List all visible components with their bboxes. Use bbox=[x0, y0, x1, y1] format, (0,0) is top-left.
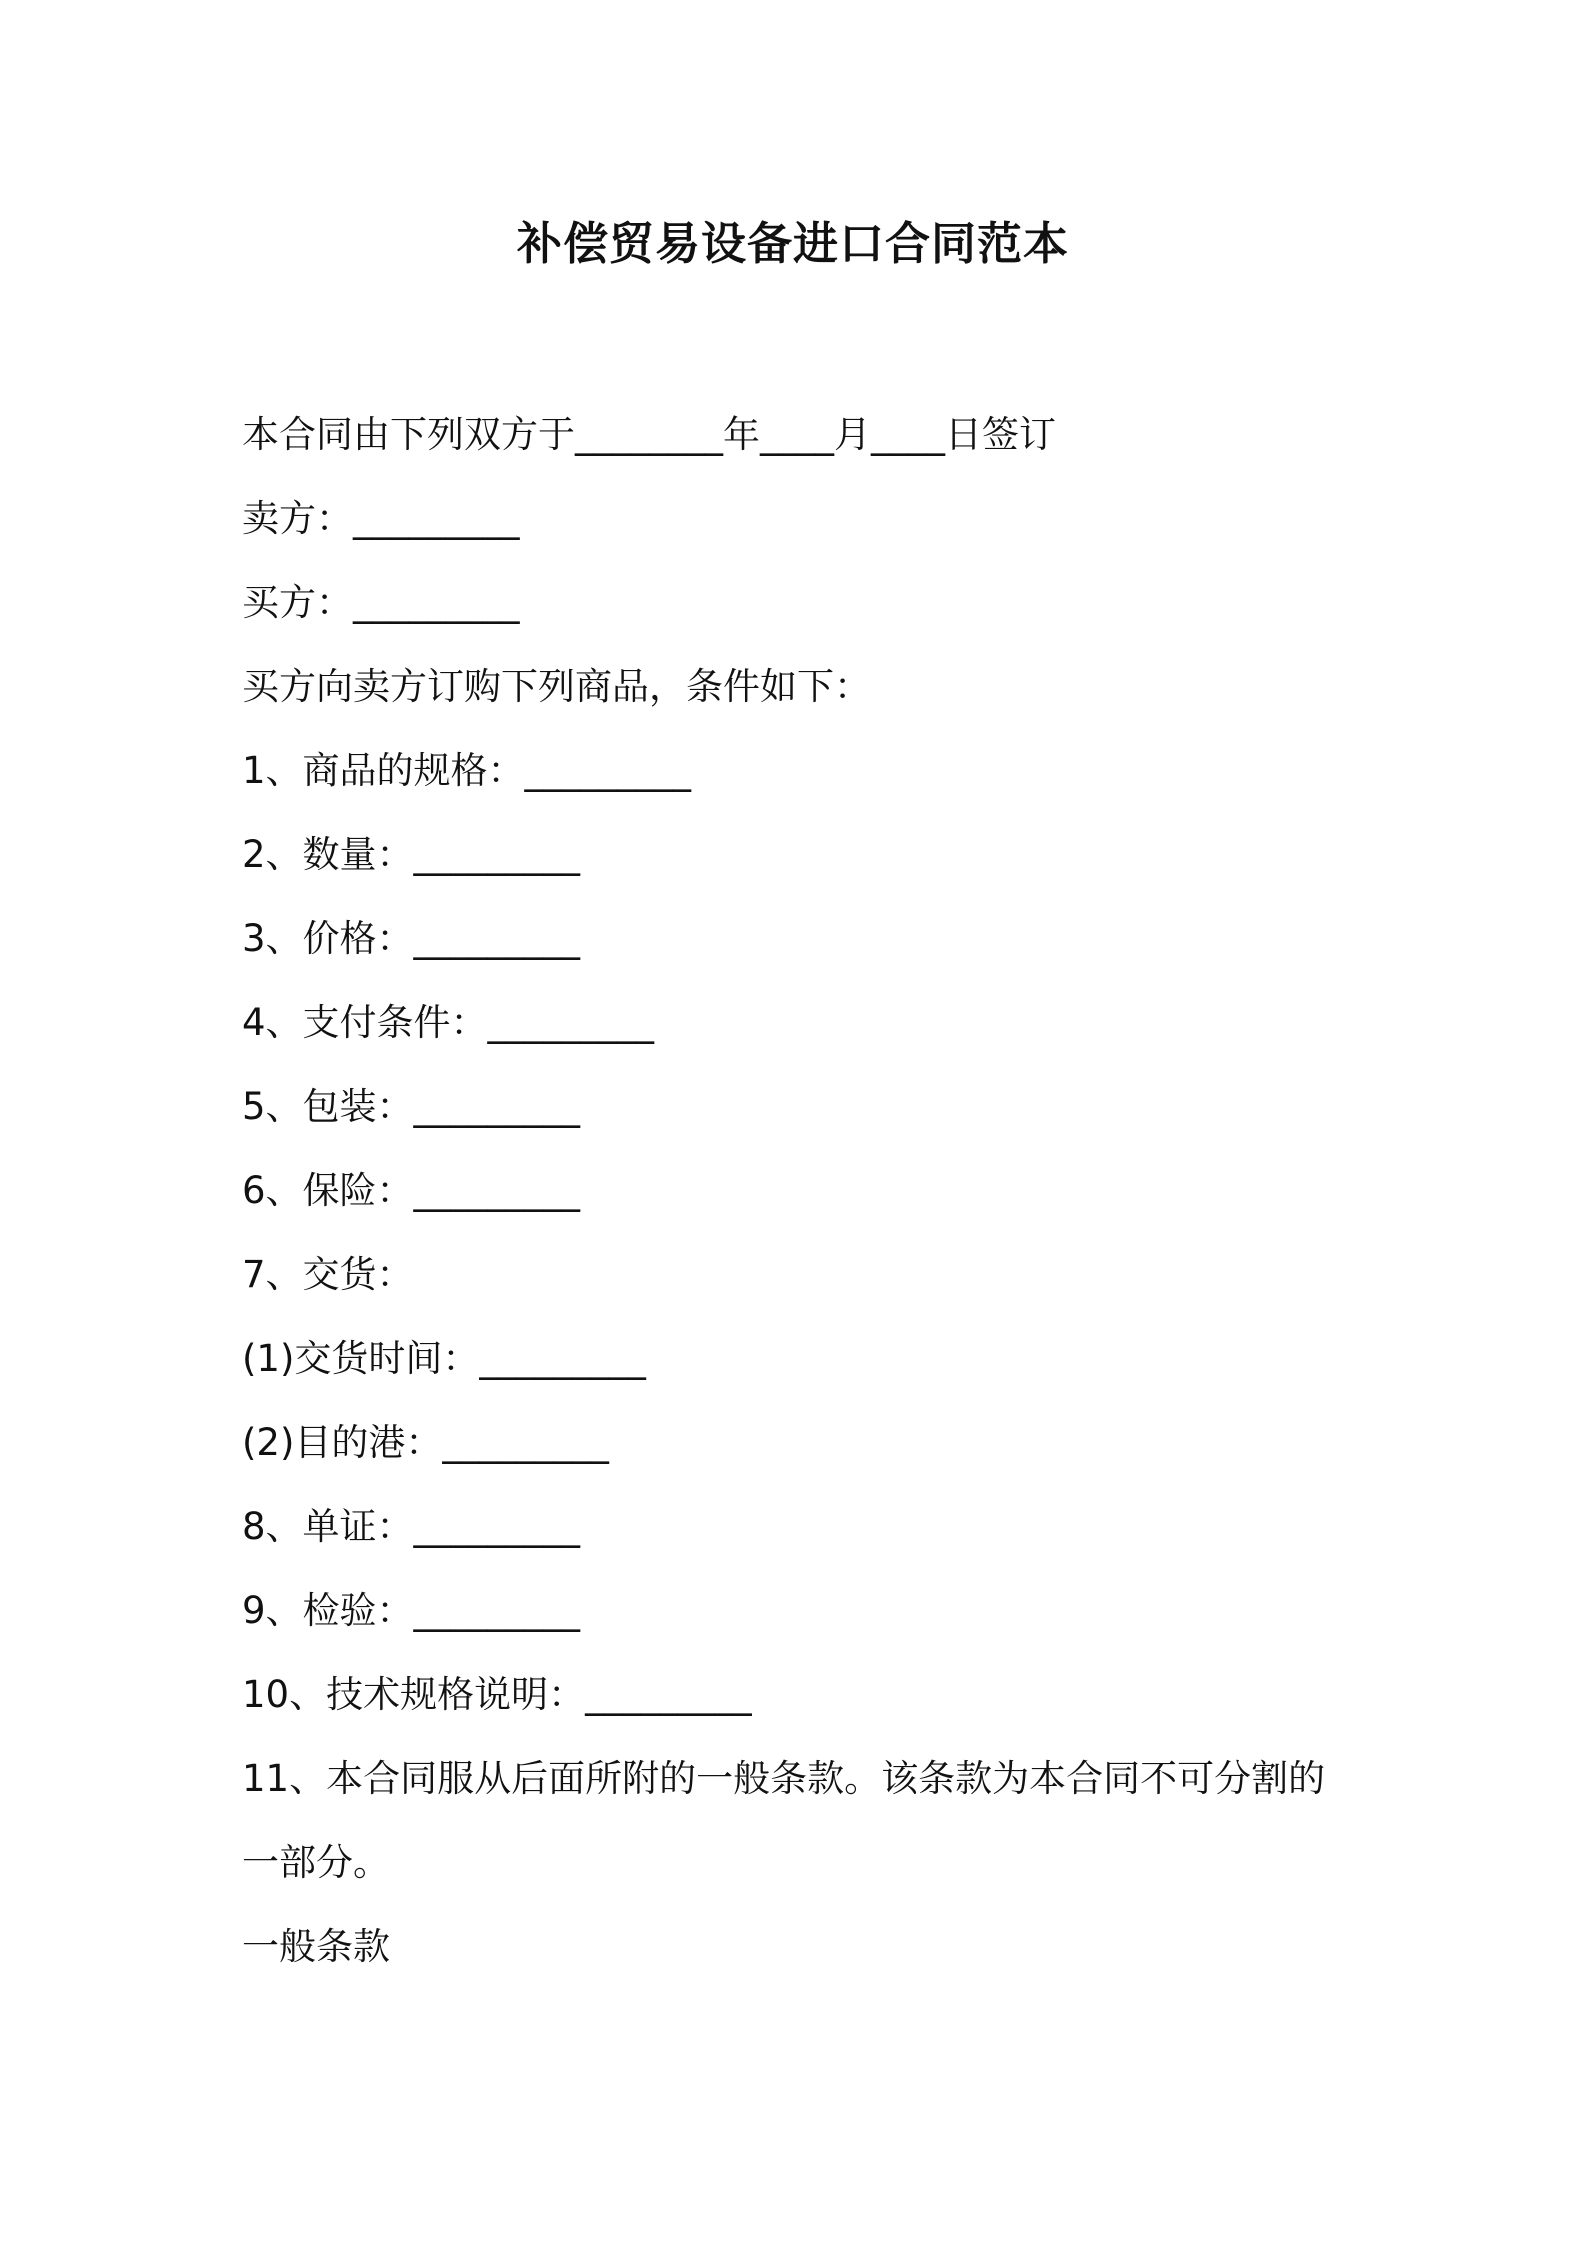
clause-insurance: 6、保险：_________ bbox=[242, 1169, 581, 1212]
clause-technical-specs: 10、技术规格说明：_________ bbox=[242, 1673, 752, 1716]
clause-price: 3、价格：_________ bbox=[242, 917, 581, 960]
signing-date-line: 本合同由下列双方于________年____月____日签订 bbox=[242, 413, 1056, 456]
clause-inspection: 9、检验：_________ bbox=[242, 1589, 581, 1632]
clause-delivery: 7、交货： bbox=[242, 1253, 414, 1296]
order-intro-line: 买方向卖方订购下列商品，条件如下： bbox=[242, 665, 871, 708]
clause-documents: 8、单证：_________ bbox=[242, 1505, 581, 1548]
clause-general-terms-reference: 11、本合同服从后面所附的一般条款。该条款为本合同不可分割的一部分。 bbox=[242, 1757, 1326, 1884]
destination-port-line: (2)目的港：_________ bbox=[242, 1421, 609, 1464]
delivery-time-line: (1)交货时间：_________ bbox=[242, 1337, 646, 1380]
buyer-line: 买方：_________ bbox=[242, 581, 520, 624]
clause-quantity: 2、数量：_________ bbox=[242, 833, 581, 876]
general-terms-heading: 一般条款 bbox=[242, 1925, 390, 1968]
clause-specification: 1、商品的规格：_________ bbox=[242, 749, 692, 792]
document-title: 补偿贸易设备进口合同范本 bbox=[516, 217, 1069, 270]
clause-payment-terms: 4、支付条件：_________ bbox=[242, 1001, 655, 1044]
seller-line: 卖方：_________ bbox=[242, 497, 520, 540]
clause-packing: 5、包装：_________ bbox=[242, 1085, 581, 1128]
